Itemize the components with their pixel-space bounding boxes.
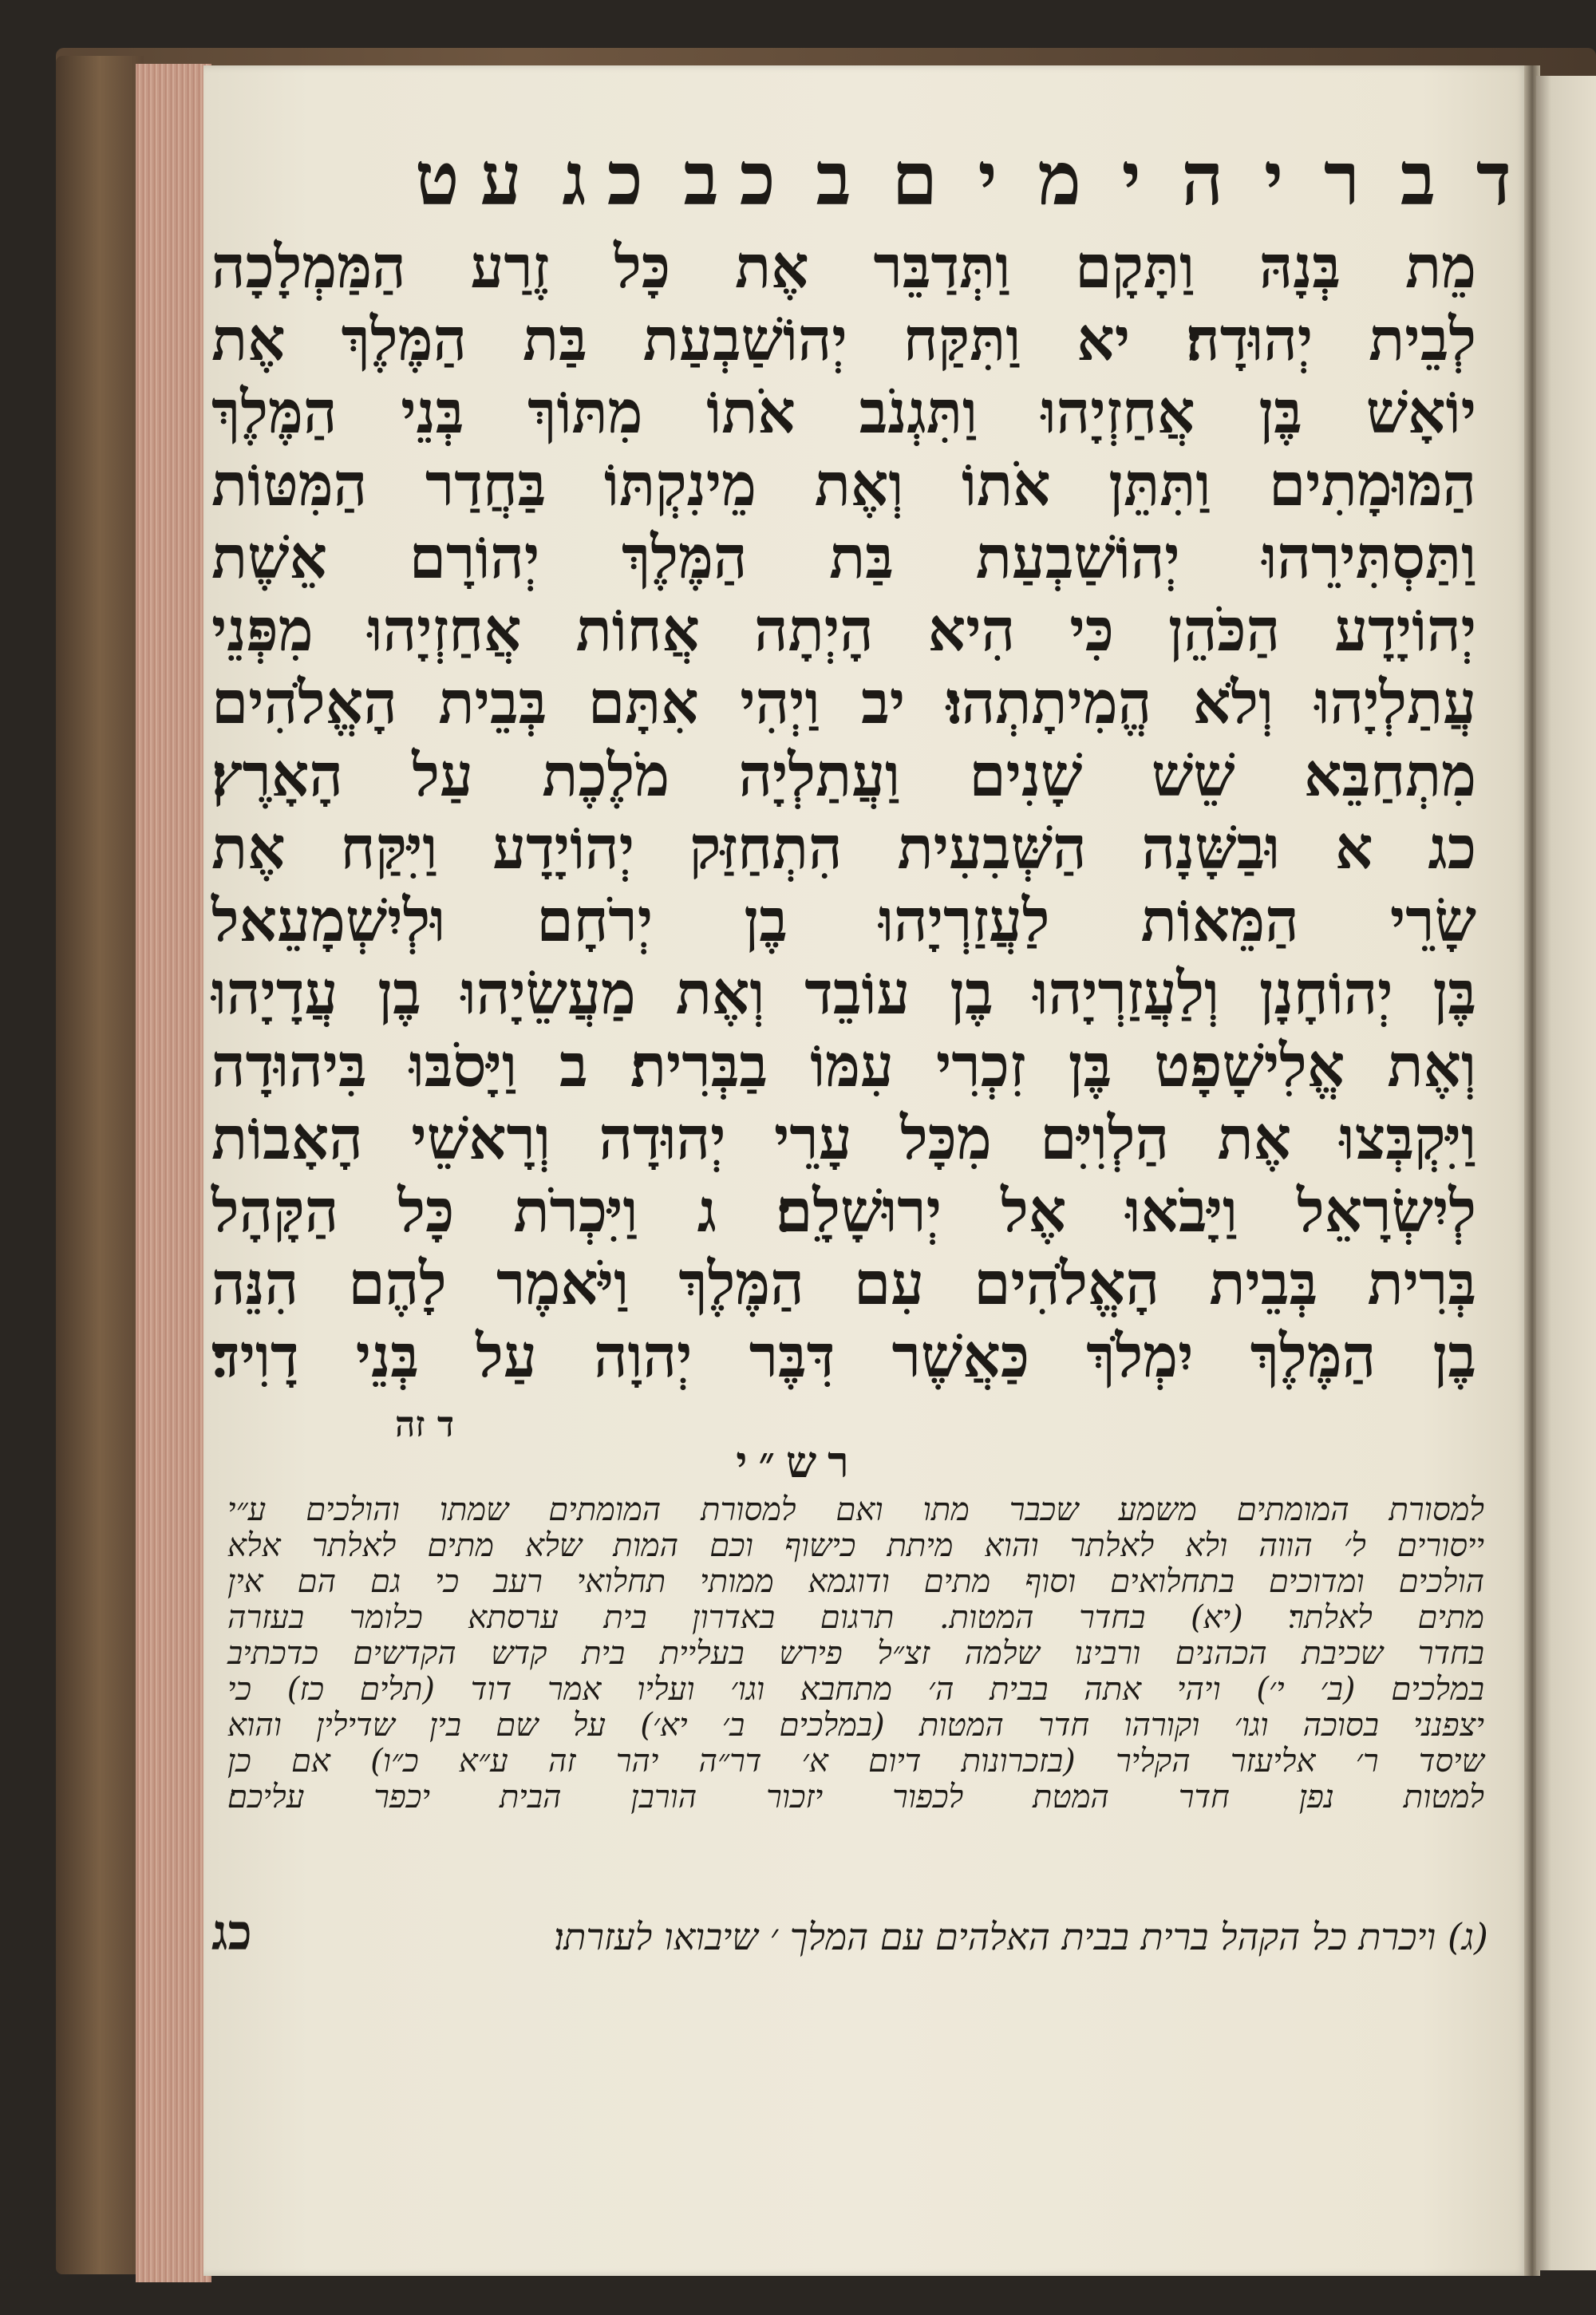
facing-page xyxy=(1536,76,1596,2270)
text-line: עֲתַלְיָהוּ וְלֹא הֱמִיתָתְהוּ׃ יב וַיְהִי אִתָּם בְּבֵית הָאֱלֹהִים xyxy=(211,669,1476,737)
rashi-title: רש״י xyxy=(736,1436,860,1487)
running-head-word: ר xyxy=(1323,136,1381,222)
commentary-line: הולכים ומדוכים בתחלואים וסוף מתים ודוגמא ממותי תחלואי רעב כי גם הם אין xyxy=(227,1563,1484,1600)
text-line: הַמּוּמָתִים וַתִּתֵּן אֹתוֹ וְאֶת מֵינִקְתּוֹ בַּחֲדַר הַמִּטּוֹת xyxy=(211,451,1476,519)
text-line: מֵת בְּנָהּ וַתָּקָם וַתְּדַבֵּר אֶת כָּל זֶרַע הַמַּמְלָכָה xyxy=(211,233,1476,302)
text-line: וְאֶת אֱלִישָׁפָט בֶּן זִכְרִי עִמּוֹ בַבְּרִית׃ ב וַיָּסֹבּוּ בִּיהוּדָה xyxy=(211,1032,1476,1100)
text-line: בֶּן יְהוֹחָנָן וְלַעֲזַרְיָהוּ בֶן עוֹבֵד וְאֶת מַעֲשֵׂיָהוּ בֶן עֲדָיָהוּ xyxy=(211,959,1476,1028)
running-head-word: ד xyxy=(1476,136,1532,222)
commentary-line: למסורת המומתים משמע שכבר מתו ואם למסורת המומתים שמתו והולכים ע״י xyxy=(227,1491,1484,1528)
running-head-word: י xyxy=(978,136,1018,222)
running-head-word: ב xyxy=(816,136,872,222)
running-head-word: ם xyxy=(891,136,958,222)
text-line: בֶן הַמֶּלֶךְ יִמְלֹךְ כַּאֲשֶׁר דִּבֶּר יְהוָה עַל בְּנֵי דָוִיד׃ xyxy=(211,1322,1476,1391)
text-line: כג א וּבַשָּׁנָה הַשְּׁבִעִית הִתְחַזַּק יְהוֹיָדָע וַיִּקַּח אֶת xyxy=(211,814,1476,883)
commentary-footer-line xyxy=(211,1903,1488,1962)
running-head-word: כב xyxy=(683,136,796,222)
running-head-word: עט xyxy=(415,136,543,222)
text-line: לְבֵית יְהוּדָה׃ יא וַתִּקַּח יְהוֹשַׁבְעַת בַּת הַמֶּלֶךְ אֶת xyxy=(211,306,1476,374)
page-edges xyxy=(136,64,211,2282)
commentary-line: ייסורים ל׳ הווה ולא לאלתר והוא מיתת כישוף וכם המות שלא מתים לאלתר אלא xyxy=(227,1527,1484,1564)
running-head xyxy=(415,136,1532,222)
text-line: וַיִּקְבְּצוּ אֶת הַלְוִיִּם מִכָּל עָרֵי יְהוּדָה וְרָאשֵׁי הָאָבוֹת xyxy=(211,1104,1476,1173)
commentary-line: בחדר שכיבת הכהנים ורבינו שלמה זצ״ל פירש בעליית בית קדש הקדשים כדכתיב xyxy=(227,1635,1484,1672)
text-line: בְּרִית בְּבֵית הָאֱלֹהִים עִם הַמֶּלֶךְ וַיֹּאמֶר לָהֶם הִנֵּה xyxy=(211,1250,1476,1318)
commentary-line: במלכים (ב׳ י׳) ויהי אתה בבית ה׳ מתחבא וגו׳ ועליו אמר דוד (תלים כז) כי xyxy=(227,1671,1484,1708)
running-head-word: ב xyxy=(1400,136,1457,222)
commentary-line: למטות נפן חדר המטת לכפור יזכור הורבן הבית יכפר עליכם׃ xyxy=(227,1779,1484,1815)
text-line: שָׂרֵי הַמֵּאוֹת לַעֲזַרְיָהוּ בֶן יְרֹחָם וּלְיִשְׁמָעֵאל xyxy=(211,887,1476,955)
text-line: וַתַּסְתִּירֵהוּ יְהוֹשַׁבְעַת בַּת הַמֶּלֶךְ יְהוֹרָם אֵשֶׁת xyxy=(211,523,1476,592)
text-line: יְהוֹיָדָע הַכֹּהֵן כִּי הִיא הָיְתָה אֲחוֹת אֲחַזְיָהוּ מִפְּנֵי xyxy=(211,596,1476,665)
running-head-word: מ xyxy=(1037,136,1102,222)
running-head-word: כג xyxy=(562,136,664,222)
commentary-line: מתים לאלתר׃ (יא) בחדר המטות. תרגום באדרון בית ערסתא כלומר בעזרה xyxy=(227,1599,1484,1636)
running-head-word: י xyxy=(1264,136,1305,222)
running-head-word: ה xyxy=(1181,136,1245,222)
commentary-line: שיסד ר׳ אליעזר הקליר (בזכרונות דיום א׳ דר״ה יהר זה ע״א כ״ו) אם כן xyxy=(227,1743,1484,1780)
biblical-text xyxy=(211,231,1476,1393)
commentary-line: יצפנני בסוכה וגו׳ וקורהו חדר המטות (במלכים ב׳ יא׳) על שם בין שדילין והוא xyxy=(227,1707,1484,1744)
text-line: יוֹאָשׁ בֶּן אֲחַזְיָהוּ וַתִּגְנֹב אֹתוֹ מִתּוֹךְ בְּנֵי הַמֶּלֶךְ xyxy=(211,378,1476,447)
footer-commentary-text: (ג) ויכרת כל הקהל ברית בבית האלהים עם המלך ׳ שיבואו לעזרתו׃ xyxy=(554,1915,1488,1958)
chapter-marker: כג xyxy=(211,1903,252,1961)
text-line: מִתְחַבֵּא שֵׁשׁ שָׁנִים וַעֲתַלְיָה מֹלֶכֶת עַל הָאָרֶץ׃ xyxy=(211,741,1476,810)
book-spine-edge xyxy=(56,56,144,2274)
catchword: ד זה xyxy=(395,1404,455,1445)
running-head-word: י xyxy=(1121,136,1162,222)
text-line: לְיִשְׂרָאֵל וַיָּבֹאוּ אֶל יְרוּשָׁלִָם׃ ג וַיִּכְרֹת כָּל הַקָּהָל xyxy=(211,1177,1476,1246)
rashi-commentary xyxy=(227,1492,1484,1815)
